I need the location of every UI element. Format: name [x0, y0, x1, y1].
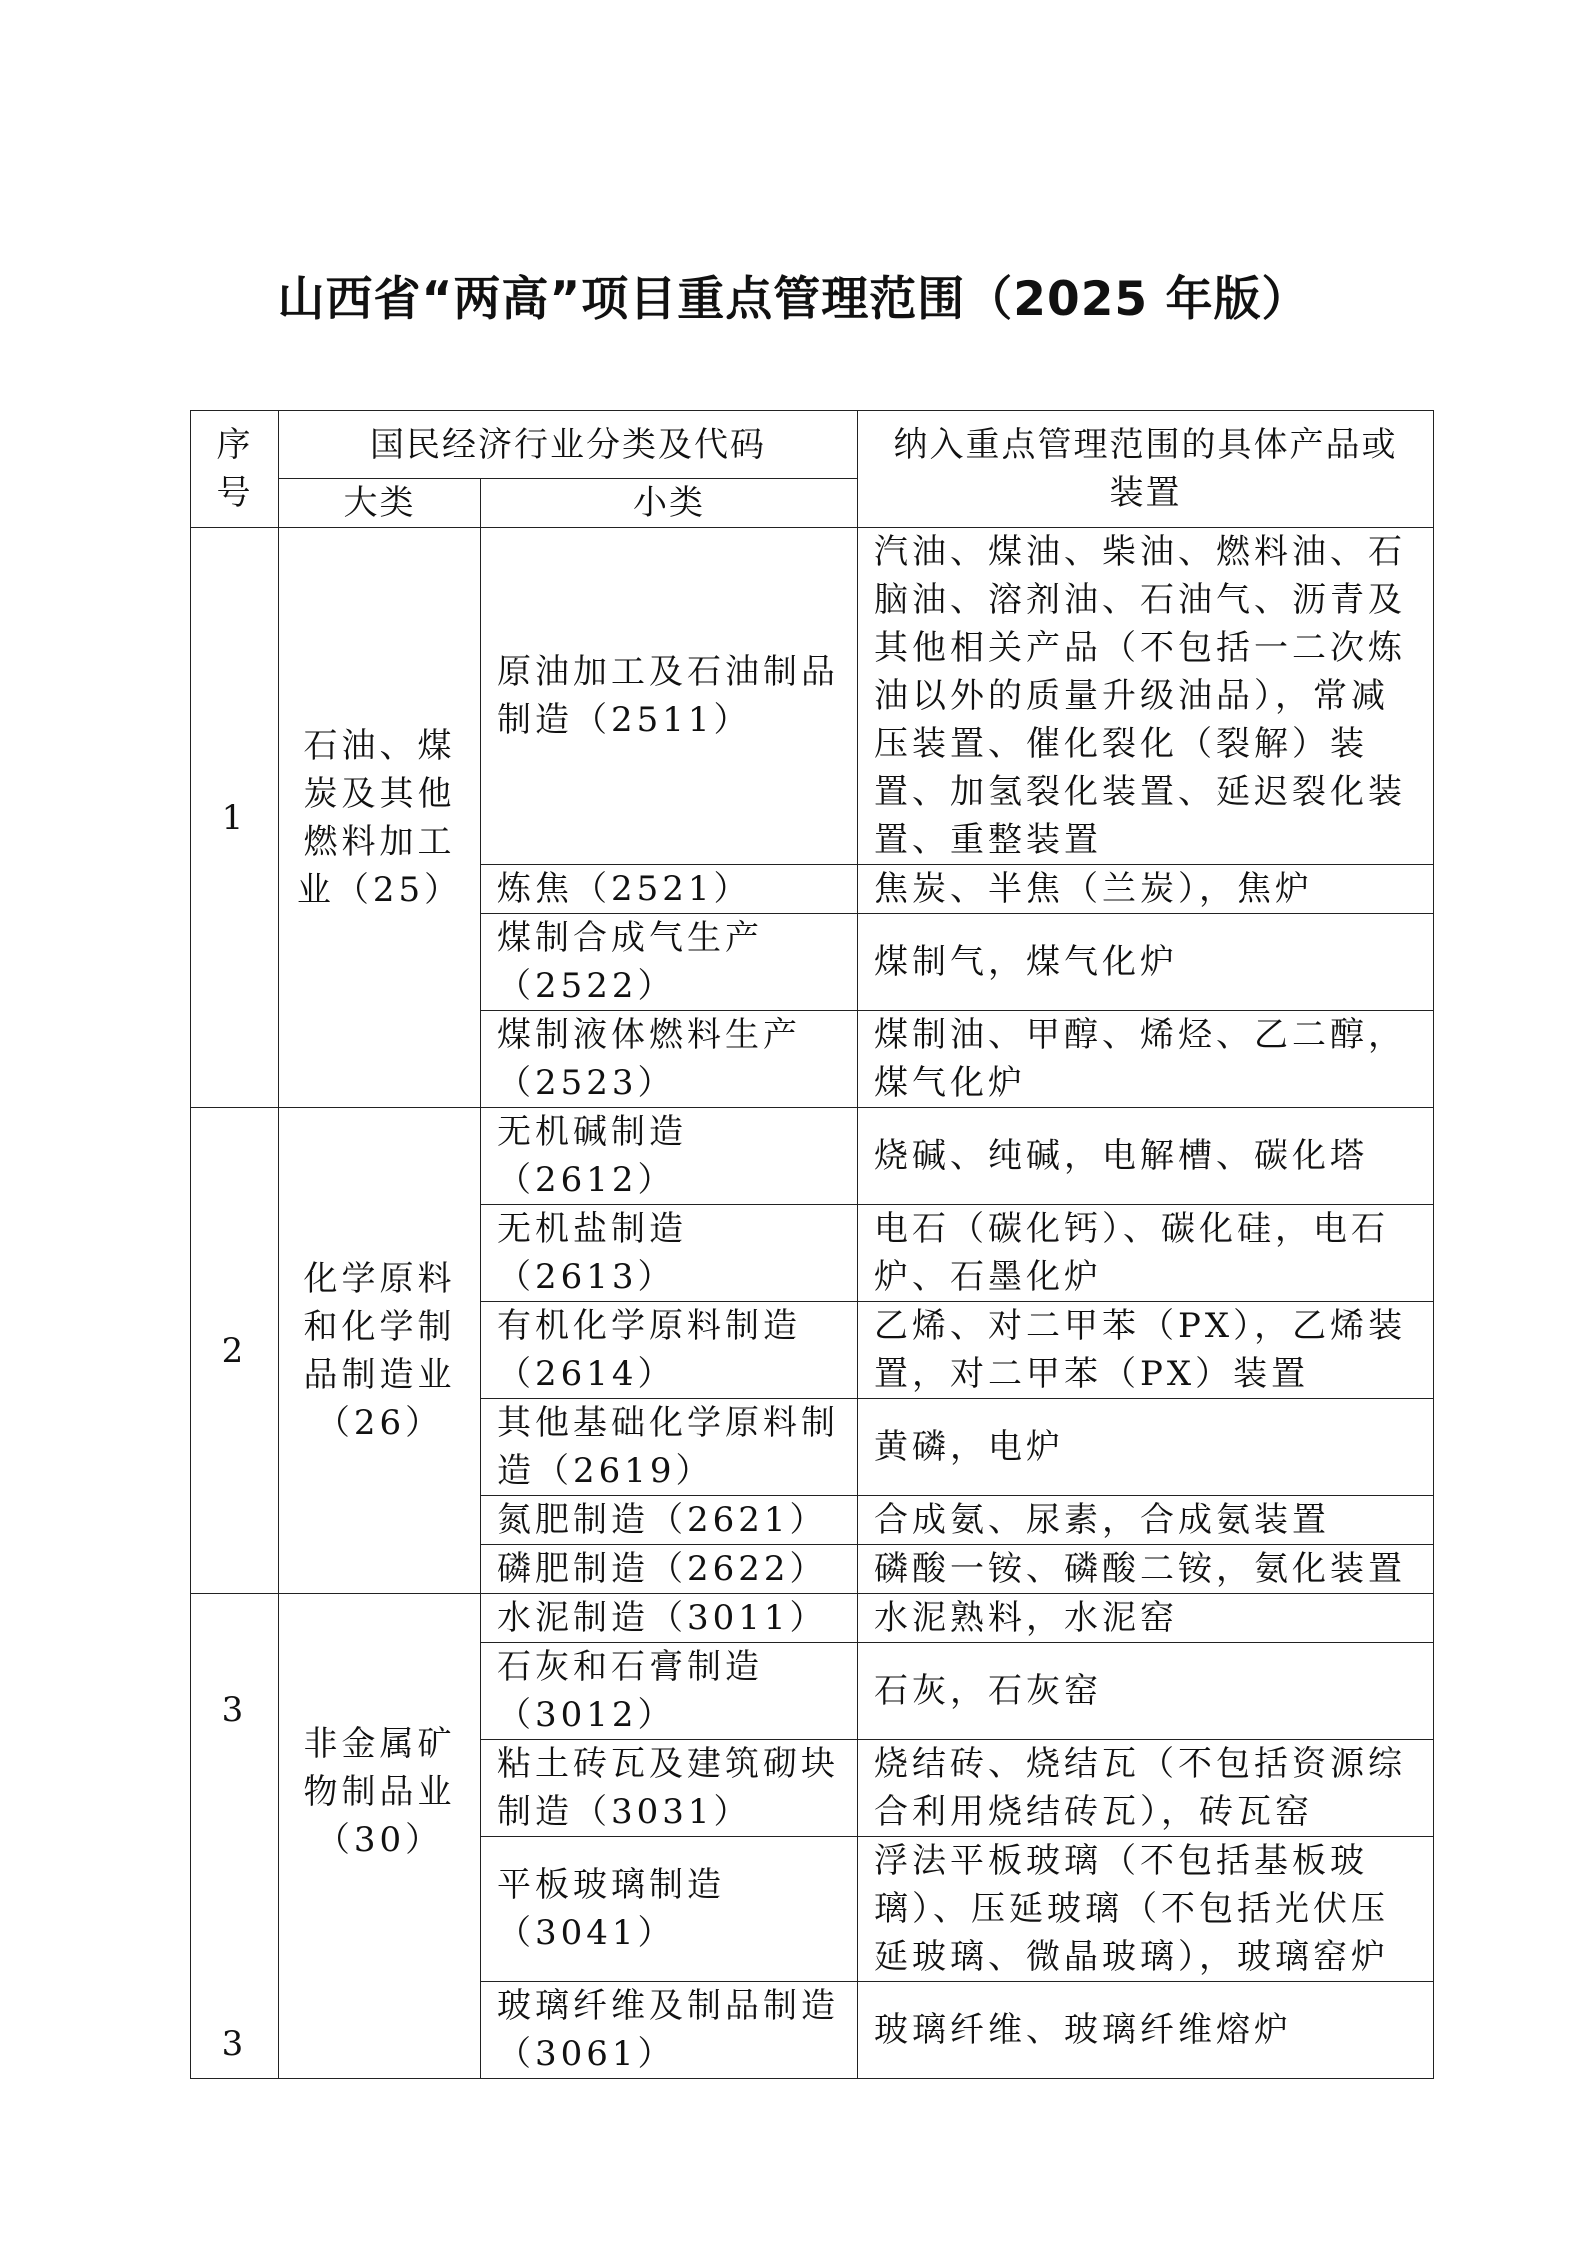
minor-category-cell: 炼焦（2521） [481, 865, 858, 914]
minor-category-cell: 无机盐制造（2613） [481, 1205, 858, 1302]
products-cell: 磷酸一铵、磷酸二铵，氨化装置 [858, 1545, 1434, 1594]
seq-number: 3 [221, 1690, 248, 1730]
minor-category-cell: 平板玻璃制造（3041） [481, 1837, 858, 1982]
table-row [191, 528, 1434, 865]
minor-category-cell: 有机化学原料制造（2614） [481, 1302, 858, 1399]
seq-cell: 2 [191, 1108, 279, 1594]
header-scope: 纳入重点管理范围的具体产品或装置 [858, 411, 1434, 528]
minor-category-cell: 水泥制造（3011） [481, 1594, 858, 1643]
minor-category-cell: 石灰和石膏制造（3012） [481, 1643, 858, 1740]
products-cell: 烧碱、纯碱，电解槽、碳化塔 [858, 1108, 1434, 1205]
products-cell: 烧结砖、烧结瓦（不包括资源综合利用烧结砖瓦），砖瓦窑 [858, 1740, 1434, 1837]
document-title: 山西省“两高”项目重点管理范围（2025 年版） [277, 272, 1310, 327]
minor-category-cell: 粘土砖瓦及建筑砌块制造（3031） [481, 1740, 858, 1837]
minor-category-cell: 氮肥制造（2621） [481, 1496, 858, 1545]
products-cell: 电石（碳化钙）、碳化硅，电石炉、石墨化炉 [858, 1205, 1434, 1302]
seq-cell [191, 1594, 279, 2079]
products-cell: 黄磷，电炉 [858, 1399, 1434, 1496]
minor-category-cell: 原油加工及石油制品制造（2511） [481, 528, 858, 865]
major-category-cell: 石油、煤炭及其他燃料加工业（25） [279, 528, 481, 1108]
minor-category-cell: 玻璃纤维及制品制造（3061） [481, 1982, 858, 2079]
header-major: 大类 [279, 479, 481, 528]
major-category-cell: 化学原料和化学制品制造业（26） [279, 1108, 481, 1594]
header-seq: 序号 [191, 411, 279, 528]
minor-category-cell: 磷肥制造（2622） [481, 1545, 858, 1594]
minor-category-cell: 煤制合成气生产（2522） [481, 914, 858, 1011]
products-cell: 乙烯、对二甲苯（PX），乙烯装置，对二甲苯（PX）装置 [858, 1302, 1434, 1399]
management-scope-table [190, 410, 1434, 2079]
products-cell: 汽油、煤油、柴油、燃料油、石脑油、溶剂油、石油气、沥青及其他相关产品（不包括一二次炼油以外的质量升级油品），常减压装置、催化裂化（裂解）装置、加氢裂化装置、延迟裂化装置、重整装置 [858, 528, 1434, 865]
products-cell: 水泥熟料，水泥窑 [858, 1594, 1434, 1643]
products-cell: 煤制油、甲醇、烯烃、乙二醇，煤气化炉 [858, 1011, 1434, 1108]
minor-category-cell: 其他基础化学原料制造（2619） [481, 1399, 858, 1496]
products-cell: 合成氨、尿素，合成氨装置 [858, 1496, 1434, 1545]
header-minor: 小类 [481, 479, 858, 528]
table-row [191, 1594, 1434, 1643]
products-cell: 焦炭、半焦（兰炭），焦炉 [858, 865, 1434, 914]
products-cell: 玻璃纤维、玻璃纤维熔炉 [858, 1982, 1434, 2079]
header-industry: 国民经济行业分类及代码 [279, 411, 858, 479]
minor-category-cell: 煤制液体燃料生产（2523） [481, 1011, 858, 1108]
seq-number-bottom: 3 [221, 2024, 248, 2064]
seq-cell: 1 [191, 528, 279, 1108]
minor-category-cell: 无机碱制造（2612） [481, 1108, 858, 1205]
products-cell: 石灰，石灰窑 [858, 1643, 1434, 1740]
products-cell: 煤制气，煤气化炉 [858, 914, 1434, 1011]
major-category-cell: 非金属矿物制品业（30） [279, 1594, 481, 2079]
table-row [191, 1108, 1434, 1205]
products-cell: 浮法平板玻璃（不包括基板玻璃）、压延玻璃（不包括光伏压延玻璃、微晶玻璃），玻璃窑炉 [858, 1837, 1434, 1982]
